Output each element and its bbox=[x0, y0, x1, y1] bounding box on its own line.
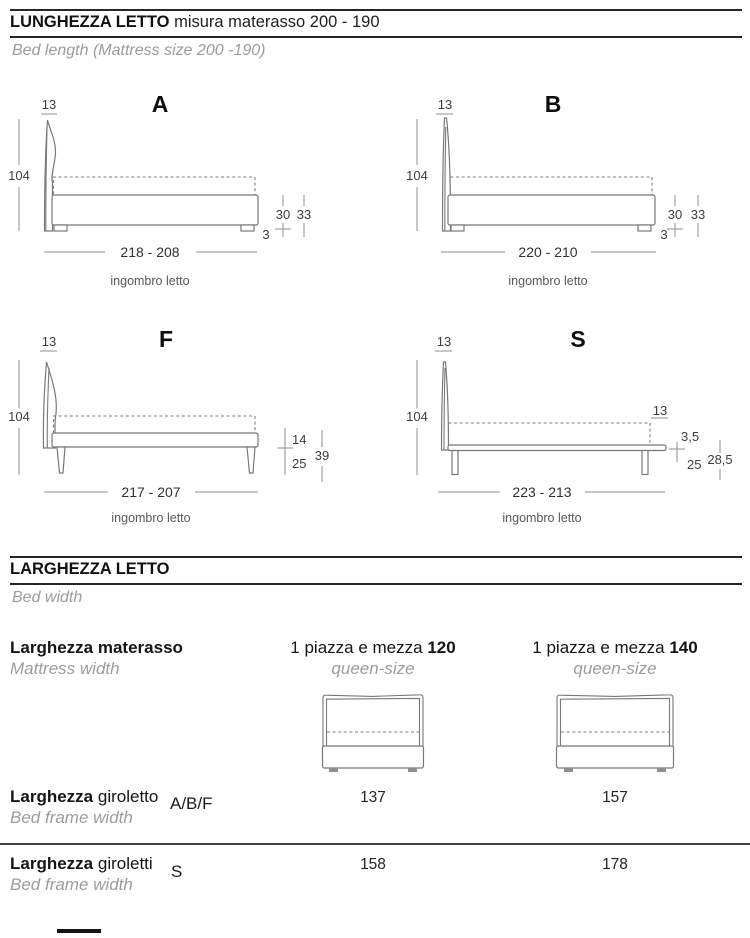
bed-diagram-A bbox=[0, 85, 375, 320]
total-height-dim: 28,5 bbox=[707, 452, 733, 467]
foot-left bbox=[329, 768, 338, 772]
bed-front-icon-140 bbox=[555, 690, 675, 776]
mattress-size-name: 1 piazza e mezza bbox=[532, 638, 665, 657]
bottom-left-bar bbox=[57, 929, 101, 933]
width-section-title: LARGHEZZA LETTO bbox=[10, 560, 170, 578]
height-dimension bbox=[406, 360, 428, 475]
height-dimension bbox=[406, 119, 428, 231]
frame-thickness-dim: 14 bbox=[292, 432, 307, 447]
mattress-width-label-en: Mattress width bbox=[10, 659, 120, 678]
length-dimension bbox=[441, 244, 656, 260]
frame bbox=[323, 746, 424, 768]
length-dim-value: 217 - 207 bbox=[121, 484, 181, 500]
length-dimension bbox=[438, 484, 665, 500]
headboard-inner bbox=[561, 698, 670, 752]
bed-frame bbox=[448, 195, 655, 225]
headboard-thickness-dim: 13 bbox=[436, 334, 452, 349]
slab-thickness-dim: 3,5 bbox=[681, 429, 700, 444]
bed-diagram-S bbox=[375, 320, 750, 555]
foot-right bbox=[638, 225, 651, 231]
frame-width-s-value-140: 178 bbox=[602, 856, 628, 873]
leg-left bbox=[452, 451, 458, 475]
mattress-width-label-it: Larghezza materasso bbox=[10, 638, 183, 657]
mattress-type: queen-size bbox=[573, 659, 657, 678]
frame-width-s-label-en: Bed frame width bbox=[10, 875, 133, 894]
headboard-thickness-dim: 13 bbox=[41, 334, 57, 349]
mattress-type: queen-size bbox=[331, 659, 415, 678]
length-dim-value: 220 - 210 bbox=[518, 244, 578, 260]
mattress-col-120 bbox=[263, 637, 483, 679]
width-section-subtitle: Bed width bbox=[12, 589, 83, 606]
foot-left bbox=[564, 768, 573, 772]
bed-diagram-B bbox=[375, 85, 750, 320]
leg-height-dim: 25 bbox=[687, 457, 702, 472]
foot-left bbox=[54, 225, 67, 231]
bed-side-view bbox=[442, 362, 667, 475]
mattress-size-name: 1 piazza e mezza bbox=[290, 638, 423, 657]
mattress-width-label bbox=[10, 637, 183, 679]
mattress-size-value: 140 bbox=[669, 638, 698, 657]
headboard-thickness-dim: 13 bbox=[437, 97, 453, 112]
width-section-top-rule bbox=[10, 556, 742, 558]
height-dimension bbox=[8, 119, 30, 231]
headboard-inner bbox=[327, 698, 420, 752]
length-title-note: misura materasso 200 - 190 bbox=[174, 13, 380, 31]
frame bbox=[557, 746, 674, 768]
mattress-size-140 bbox=[505, 637, 725, 658]
frame-width-abf-label-en: Bed frame width bbox=[10, 808, 133, 827]
bed-frame bbox=[52, 195, 258, 225]
top-rule bbox=[10, 9, 742, 11]
variant-s: S bbox=[171, 862, 183, 881]
height-dim-value: 104 bbox=[8, 409, 30, 424]
side-dimensions bbox=[262, 195, 311, 242]
length-dimension bbox=[44, 244, 257, 260]
foot-right bbox=[408, 768, 417, 772]
frame-width-s-label-it bbox=[10, 853, 153, 874]
diagram-caption: ingombro letto bbox=[508, 274, 588, 288]
mattress-size-value: 120 bbox=[427, 638, 456, 657]
length-dim-value: 223 - 213 bbox=[512, 484, 572, 500]
diagram-F-label: F bbox=[158, 326, 174, 352]
foot-right bbox=[657, 768, 666, 772]
length-section-title bbox=[10, 13, 380, 32]
diagram-caption: ingombro letto bbox=[502, 511, 582, 525]
bed-diagram-F bbox=[0, 320, 375, 555]
frame-width-abf-value-120: 137 bbox=[360, 789, 386, 806]
length-section-subtitle: Bed length (Mattress size 200 -190) bbox=[12, 42, 266, 59]
foot-height-dim: 3 bbox=[660, 227, 668, 242]
side-dimensions bbox=[277, 428, 329, 482]
mattress-size-120 bbox=[263, 637, 483, 658]
headboard-outline bbox=[557, 695, 673, 752]
frame-width-s-label bbox=[10, 853, 153, 895]
foot-height-dim: 3 bbox=[262, 227, 270, 242]
length-title-rule bbox=[10, 36, 742, 38]
total-height-dim: 33 bbox=[296, 207, 312, 222]
length-dim-value: 218 - 208 bbox=[120, 244, 180, 260]
frame-width-abf-label bbox=[10, 786, 158, 828]
height-dim-value: 104 bbox=[406, 168, 428, 183]
label-bold: Larghezza bbox=[10, 787, 94, 806]
frame-height-dim: 30 bbox=[667, 207, 683, 222]
frame-height-dim: 30 bbox=[275, 207, 291, 222]
diagram-S-label: S bbox=[570, 326, 586, 352]
variant-abf: A/B/F bbox=[170, 794, 213, 813]
bed-side-view bbox=[43, 362, 258, 473]
bed-side-view bbox=[45, 120, 259, 231]
frame-width-abf-value-140: 157 bbox=[602, 789, 628, 806]
slab-edge-dim: 13 bbox=[652, 403, 668, 418]
total-height-dim: 33 bbox=[690, 207, 706, 222]
side-dimensions bbox=[651, 403, 733, 480]
frame-width-abf-label-it bbox=[10, 786, 158, 807]
bed-front-icon-120 bbox=[321, 690, 425, 776]
side-dimensions bbox=[660, 195, 705, 242]
foot-right bbox=[241, 225, 254, 231]
headboard-outline bbox=[323, 695, 423, 752]
diagram-A-label: A bbox=[151, 91, 169, 117]
leg-height-dim: 25 bbox=[292, 456, 307, 471]
height-dim-value: 104 bbox=[8, 168, 30, 183]
diagram-caption: ingombro letto bbox=[110, 274, 190, 288]
leg-right bbox=[247, 447, 255, 473]
bed-side-view bbox=[443, 118, 656, 231]
length-dimension bbox=[44, 484, 258, 500]
headboard-thickness-dim: 13 bbox=[41, 97, 57, 112]
diagram-B-label: B bbox=[544, 91, 562, 117]
leg-left bbox=[57, 447, 65, 473]
width-title-rule bbox=[10, 583, 742, 585]
row-separator bbox=[0, 843, 750, 845]
label-bold: Larghezza bbox=[10, 854, 94, 873]
leg-right bbox=[642, 451, 648, 475]
label-rest: giroletto bbox=[97, 787, 159, 806]
foot-left bbox=[451, 225, 464, 231]
length-title-bold: LUNGHEZZA LETTO bbox=[10, 13, 170, 31]
bed-slab bbox=[448, 445, 666, 451]
label-rest: giroletti bbox=[97, 854, 153, 873]
total-height-dim: 39 bbox=[314, 448, 330, 463]
height-dim-value: 104 bbox=[406, 409, 428, 424]
mattress-col-140 bbox=[505, 637, 725, 679]
height-dimension bbox=[8, 360, 30, 475]
diagram-caption: ingombro letto bbox=[111, 511, 191, 525]
bed-frame bbox=[52, 433, 258, 447]
frame-width-s-value-120: 158 bbox=[360, 856, 386, 873]
